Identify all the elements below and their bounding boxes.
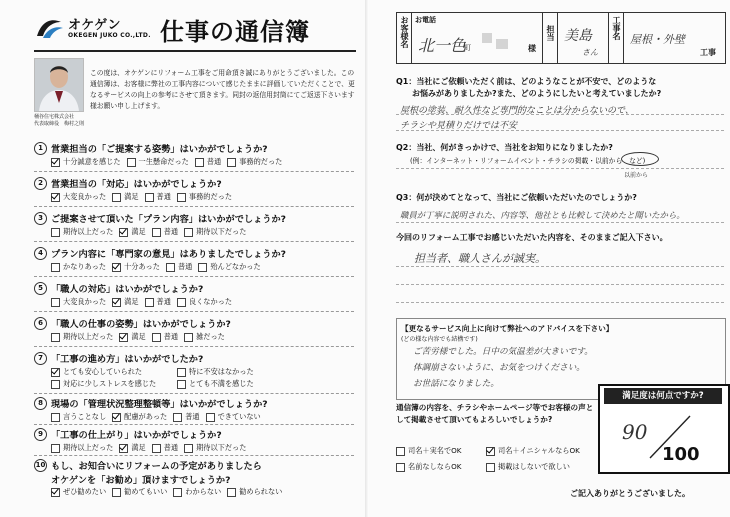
checkbox-checked[interactable] (51, 488, 60, 497)
page-title: 仕事の通信簿 (160, 18, 310, 46)
option[interactable]: 事務的だった (177, 190, 232, 204)
question-number: 4 (34, 247, 47, 260)
signature (34, 114, 114, 128)
question-number: 7 (34, 352, 47, 365)
question-text: 営業担当の「ご提案する姿勢」はいかがでしょうか? (51, 144, 268, 155)
rq2-answer: 以前から (624, 172, 649, 179)
customer-name: 北一色 (418, 36, 467, 55)
checkbox[interactable] (177, 380, 186, 389)
publish-option[interactable]: 名前なしならOK (396, 462, 462, 472)
checkbox[interactable] (198, 263, 207, 272)
question-text-2: オケゲンを「お勧め」頂けますでしょうか? (51, 475, 231, 486)
title-underline (34, 50, 356, 52)
publish-option[interactable]: 掲載はしないで欲しい (486, 462, 570, 472)
customer-name-cell[interactable] (412, 13, 543, 63)
checkbox[interactable] (51, 444, 60, 453)
option[interactable]: 勧めてもいい (112, 485, 167, 499)
option[interactable]: 殆んどなかった (198, 260, 260, 274)
answer-line (396, 222, 724, 223)
score-box (598, 384, 730, 474)
option[interactable]: 言うことなし (51, 410, 106, 424)
checkbox-checked[interactable] (486, 447, 495, 456)
option[interactable]: ぜひ勧めたい (51, 485, 106, 499)
checkbox-checked[interactable] (119, 228, 128, 237)
question-4 (34, 246, 354, 274)
option[interactable]: 十分あった (112, 260, 160, 274)
question-number: 8 (34, 397, 47, 410)
rq4-label: 今回のリフォーム工事でお感じいただいた内容を、そのままご記入下さい。 (396, 233, 668, 242)
work-suffix: 工事 (700, 48, 716, 57)
question-8 (34, 396, 354, 424)
divider (34, 455, 354, 456)
option[interactable]: 期待以上だった (51, 225, 113, 239)
divider (34, 424, 354, 425)
divider (34, 346, 354, 347)
checkbox-checked[interactable] (119, 333, 128, 342)
rq1-label: Q1：当社にご依頼いただく前は、どのようなことが不安で、どのような (396, 77, 657, 86)
redaction-mark (482, 33, 492, 43)
option[interactable]: 期待以上だった (51, 441, 113, 455)
option[interactable]: 特に不安はなかった (177, 365, 254, 379)
checkbox-checked[interactable] (112, 413, 121, 422)
divider (34, 393, 354, 394)
rq2-example: (例：インターネット・リフォームイベント・チラシの掲載・以前から など) (410, 157, 646, 165)
logo-name: オケゲン (68, 18, 121, 33)
checkbox[interactable] (206, 413, 215, 422)
divider (34, 276, 354, 277)
phone-label: お電話 (415, 16, 436, 24)
option[interactable]: 満足 (119, 441, 145, 455)
answer-line (396, 168, 724, 169)
checkbox[interactable] (166, 263, 175, 272)
option[interactable]: 事務的だった (227, 155, 282, 169)
question-text: 現場の「管理状況整理整頓等」はいかがでしょうか? (51, 399, 268, 410)
thanks-text: ご記入ありがとうございました。 (570, 489, 690, 498)
question-text: 「工事の仕上がり」はいかがでしょうか? (51, 430, 222, 441)
checkbox[interactable] (152, 444, 161, 453)
option[interactable]: できていない (206, 410, 261, 424)
checkbox[interactable] (177, 193, 186, 202)
rq3-label: Q3：何が決めてとなって、当社にご依頼いただいたのでしょうか? (396, 193, 637, 202)
question-number: 6 (34, 317, 47, 330)
question-5 (34, 281, 354, 309)
option[interactable]: 満足 (112, 295, 138, 309)
checkbox[interactable] (152, 333, 161, 342)
redaction-mark (496, 39, 508, 49)
checkbox[interactable] (145, 298, 154, 307)
question-6 (34, 316, 354, 344)
question-number: 2 (34, 177, 47, 190)
answer-line (396, 130, 724, 131)
sama-label: 様 (528, 44, 536, 53)
signature-rep: 代表取締役 梅村之則 (34, 121, 85, 127)
checkbox[interactable] (195, 158, 204, 167)
question-number: 1 (34, 142, 47, 155)
rq1-answer-2[interactable]: チラシや見積りだけでは不安 (400, 121, 518, 131)
checkbox[interactable] (51, 263, 60, 272)
checkbox[interactable] (184, 228, 193, 237)
checkbox[interactable] (227, 158, 236, 167)
checkbox[interactable] (396, 463, 405, 472)
staff-name: 美島 (564, 28, 592, 44)
san-label: さん (582, 48, 598, 57)
option[interactable]: 勧められない (227, 485, 282, 499)
publish-option[interactable]: 司名＋イニシャルならOK (486, 446, 580, 456)
representative-photo (34, 58, 84, 112)
logo-mark-icon (34, 16, 64, 40)
option[interactable]: 対応に少しストレスを感じた (51, 377, 171, 391)
option[interactable]: 普通 (195, 155, 221, 169)
signature-company: 桶谷住宅株式会社 (34, 114, 75, 120)
option[interactable]: 普通 (145, 295, 171, 309)
checkbox[interactable] (173, 413, 182, 422)
option[interactable]: 普通 (145, 190, 171, 204)
right-page (370, 0, 730, 517)
answer-line (396, 284, 724, 285)
divider (34, 311, 354, 312)
staff-label: 担当 (546, 25, 555, 41)
question-text: プラン内容に「専門家の意見」はありましたでしょうか? (51, 249, 287, 260)
checkbox[interactable] (51, 413, 60, 422)
publish-option[interactable]: 司名＋実名でOK (396, 446, 462, 456)
option[interactable]: 十分誠意を感じた (51, 155, 121, 169)
answer-line (396, 266, 724, 267)
work-label: 工事名 (612, 16, 621, 40)
advice-label: 【更なるサービス向上に向けて弊社へのアドバイスを下さい】 (401, 324, 614, 333)
option[interactable]: 一生懸命だった (127, 155, 189, 169)
publish-question: 通信簿の内容を、チラシやホームページ等でお客様の声として掲載させて頂いてもよろしいでしょうか? (396, 403, 594, 424)
checkbox[interactable] (177, 368, 186, 377)
question-1 (34, 141, 354, 169)
checkbox[interactable] (51, 298, 60, 307)
checkbox[interactable] (396, 447, 405, 456)
option[interactable]: とても不満を感じた (177, 377, 254, 391)
advice-answer[interactable]: ご苦労様でした。日中の気温差が大きいです。 (413, 347, 593, 357)
checkbox[interactable] (51, 228, 60, 237)
option[interactable]: 雑だった (184, 330, 225, 344)
rq1-label-2: お悩みがありましたか?また、どのようにしたいと考えていましたか? (396, 89, 662, 98)
answer-line (396, 302, 724, 303)
rq3-answer[interactable]: 職員が丁寧に説明された、内容等、他社とも比較して決めたと聞いたから。 (400, 210, 685, 220)
checkbox-checked[interactable] (112, 263, 121, 272)
intro-text: この度は、オケゲンにリフォーム工事をご用命頂き誠にありがとうございました。この通信簿は、お客様に弊社の工事内容について感じたままに評価していただくことで、更なるサービスの向上の参考にさせて頂きます。同封の返信用封筒にてご返送下さいます様お願い申し上げます。 (90, 69, 355, 110)
company-logo (34, 12, 154, 50)
divider (34, 171, 354, 172)
customer-header (396, 12, 726, 64)
work-name: 屋根・外壁 (630, 33, 685, 46)
checkbox[interactable] (51, 333, 60, 342)
work-name-cell[interactable] (624, 13, 724, 63)
rq1-answer[interactable]: 屋根の塗装、耐久性など専門的なことは分からないので、 (400, 106, 634, 116)
option[interactable]: 普通 (173, 410, 199, 424)
question-text: 「職人の仕事の姿勢」はいかがでしょうか? (51, 319, 231, 330)
question-2 (34, 176, 354, 204)
checkbox[interactable] (184, 333, 193, 342)
option[interactable]: 期待以上だった (51, 330, 113, 344)
person-icon (35, 59, 83, 111)
checkbox[interactable] (112, 488, 121, 497)
question-9 (34, 427, 354, 455)
option[interactable]: かなりあった (51, 260, 106, 274)
question-text: 「職人の対応」はいかがでしょうか? (51, 284, 204, 295)
option[interactable]: 普通 (166, 260, 192, 274)
checkbox-checked[interactable] (112, 298, 121, 307)
checkbox[interactable] (145, 193, 154, 202)
question-number: 10 (34, 459, 47, 472)
option[interactable]: 大変良かった (51, 295, 106, 309)
question-text: 営業担当の「対応」はいかがでしょうか? (51, 179, 222, 190)
option[interactable]: とても安心していられた (51, 365, 171, 379)
staff-name-cell[interactable] (558, 13, 609, 63)
score-value[interactable]: 90 (622, 420, 648, 444)
score-title: 満足度は何点ですか? (604, 388, 722, 404)
option[interactable]: 普通 (152, 441, 178, 455)
divider (34, 206, 354, 207)
divider (34, 241, 354, 242)
checkbox[interactable] (173, 488, 182, 497)
checkbox[interactable] (177, 298, 186, 307)
checkbox[interactable] (112, 193, 121, 202)
customer-label: お客様名 (400, 16, 409, 48)
option[interactable]: 期待以下だった (184, 441, 246, 455)
question-number: 9 (34, 428, 47, 441)
advice-answer-3[interactable]: お世話になりました。 (413, 379, 499, 389)
question-text: もし、お知合いにリフォームの予定がありましたら (51, 461, 262, 472)
advice-answer-2[interactable]: 体調崩さないように、お気をつけください。 (413, 363, 585, 373)
option[interactable]: 満足 (112, 190, 138, 204)
checkbox[interactable] (51, 380, 60, 389)
question-3 (34, 211, 354, 239)
checkbox[interactable] (152, 228, 161, 237)
question-7 (34, 351, 354, 391)
question-text: ご提案させて頂いた「プラン内容」はいかがでしょうか? (51, 214, 287, 225)
checkbox[interactable] (486, 463, 495, 472)
question-number: 3 (34, 212, 47, 225)
logo-subtitle: OKEGEN JUKO CO.,LTD. (68, 32, 151, 39)
option[interactable]: 配慮があった (112, 410, 167, 424)
rq2-answer-circle (621, 152, 659, 166)
option[interactable]: 満足 (119, 225, 145, 239)
question-text: 「工事の進め方」はいかがでしたか? (51, 354, 204, 365)
option[interactable]: 期待以下だった (184, 225, 246, 239)
checkbox-checked[interactable] (119, 444, 128, 453)
option[interactable]: 良くなかった (177, 295, 232, 309)
advice-sub: (どの様な内容でも結構です) (401, 336, 478, 343)
question-number: 5 (34, 282, 47, 295)
option[interactable]: 普通 (152, 225, 178, 239)
town-label: 町 (464, 44, 471, 52)
checkbox-checked[interactable] (51, 368, 60, 377)
checkbox-checked[interactable] (51, 158, 60, 167)
rq2-label: Q2：当社、何がきっかけで、当社をお知りになりましたか? (396, 143, 613, 152)
option[interactable]: わからない (173, 485, 221, 499)
page-fold (365, 0, 369, 517)
checkbox[interactable] (127, 158, 136, 167)
rq4-answer[interactable]: 担当者、職人さんが誠実。 (414, 252, 546, 265)
question-10 (34, 458, 354, 499)
checkbox[interactable] (227, 488, 236, 497)
option[interactable]: 満足 (119, 330, 145, 344)
checkbox-checked[interactable] (51, 193, 60, 202)
score-max: 100 (662, 444, 700, 465)
answer-line (396, 114, 724, 115)
option[interactable]: 大変良かった (51, 190, 106, 204)
checkbox[interactable] (184, 444, 193, 453)
option[interactable]: 普通 (152, 330, 178, 344)
